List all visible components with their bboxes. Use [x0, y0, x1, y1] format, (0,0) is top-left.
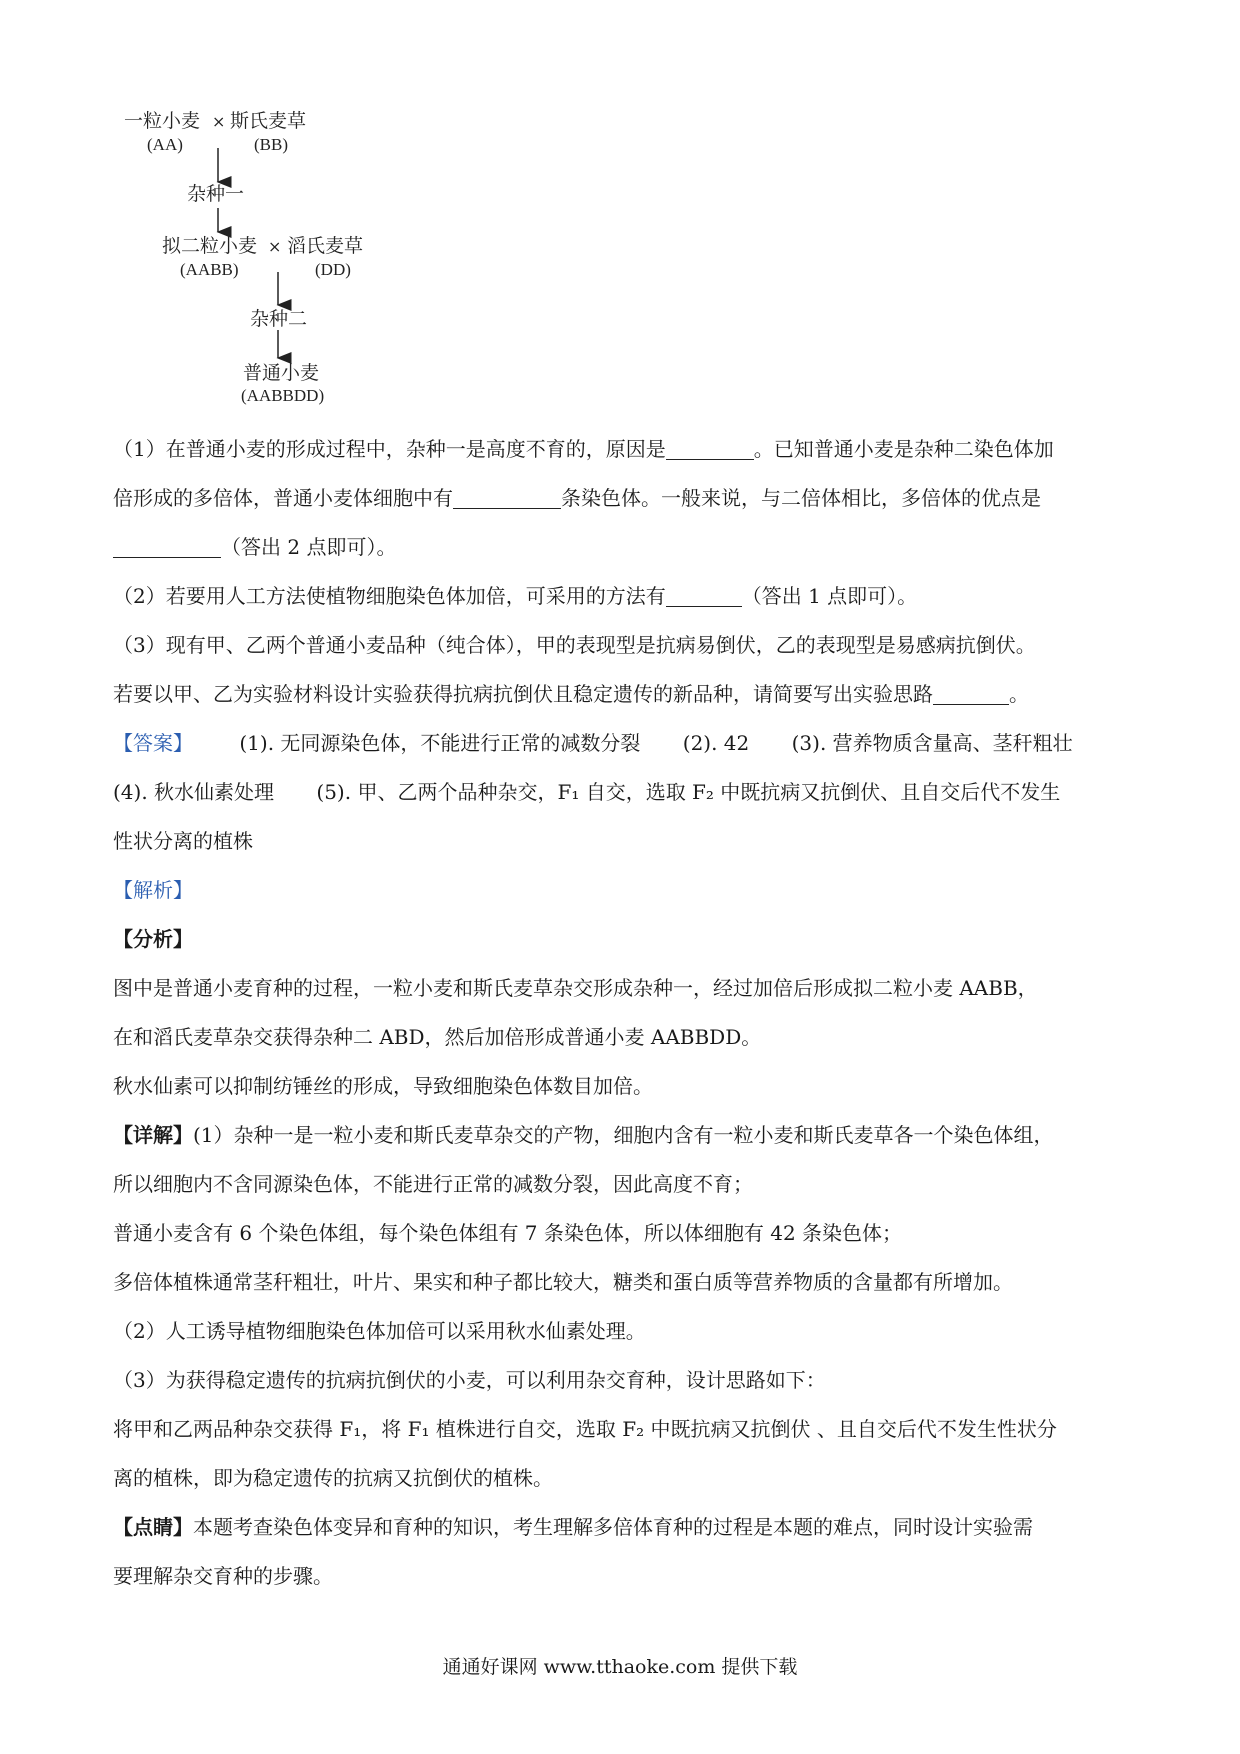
- hybrid2-label: 杂种二: [250, 308, 308, 330]
- hybrid1-label: 杂种一: [187, 183, 245, 205]
- q1-line-3: （答出 2 点即可）。: [113, 523, 1133, 572]
- answer-5: (5). 甲、乙两个品种杂交，F₁ 自交，选取 F₂ 中既抗病又抗倒伏、且自交后代不发生: [316, 780, 1061, 804]
- answer-1: (1). 无同源染色体，不能进行正常的减数分裂: [239, 731, 641, 755]
- parent2-name: 斯氏麦草: [230, 110, 307, 132]
- q3-line-1: （3）现有甲、乙两个普通小麦品种（纯合体），甲的表现型是抗病易倒伏，乙的表现型是易感病抗倒伏。: [113, 633, 1036, 657]
- q3-line-2: 若要以甲、乙为实验材料设计实验获得抗病抗倒伏且稳定遗传的新品种，请简要写出实验思路 。: [113, 682, 1029, 706]
- parent1-name: 一粒小麦: [124, 110, 201, 132]
- parent1-genotype: (AA): [147, 135, 183, 154]
- cross-symbol-1: ×: [212, 112, 226, 131]
- result-genotype: (AABBDD): [241, 386, 325, 405]
- analysis-p1: 图中是普通小麦育种的过程，一粒小麦和斯氏麦草杂交形成杂种一，经过加倍后形成拟二粒小麦 AABB，: [113, 976, 1038, 1000]
- q1-line-1: （1）在普通小麦的形成过程中，杂种一是高度不育的，原因是 。已知普通小麦是杂种二染色体加: [113, 437, 1054, 461]
- answer-4: (4). 秋水仙素处理: [113, 780, 275, 804]
- detail-line-4: 多倍体植株通常茎秆粗壮，叶片、果实和种子都比较大，糖类和蛋白质等营养物质的含量都有所增加。: [113, 1270, 1013, 1294]
- q2-line: （2）若要用人工方法使植物细胞染色体加倍，可采用的方法有 （答出 1 点即可）。: [113, 584, 918, 608]
- answer-blank-2: [453, 484, 561, 509]
- analysis-p2: 在和滔氏麦草杂交获得杂种二 ABD，然后加倍形成普通小麦 AABBDD。: [113, 1025, 762, 1049]
- answer-tag: 【答案】: [113, 731, 193, 755]
- detail-line-1: 【详解】(1）杂种一是一粒小麦和斯氏麦草杂交的产物，细胞内含有一粒小麦和斯氏麦草各一个染色体组，: [113, 1123, 1054, 1147]
- result-name: 普通小麦: [243, 362, 320, 384]
- q1-line-2: 倍形成的多倍体，普通小麦体细胞中有 条染色体。一般来说，与二倍体相比，多倍体的优点是: [113, 486, 1041, 510]
- cross-symbol-2: ×: [268, 237, 282, 256]
- answer-5-cont: 性状分离的植株: [113, 829, 253, 853]
- answer-blank-5: [933, 680, 1009, 705]
- analysis-tag-line: [113, 866, 1133, 915]
- detail-line-8: 离的植株，即为稳定遗传的抗病又抗倒伏的植株。: [113, 1466, 553, 1490]
- breeding-diagram: [0, 0, 1240, 420]
- dianjing-line-2: 要理解杂交育种的步骤。: [113, 1564, 333, 1588]
- fenxi-tag-line: [113, 915, 1133, 964]
- answer-line-1: [113, 719, 1133, 768]
- parent2-genotype: (BB): [254, 135, 288, 154]
- diagram-arrows: [0, 0, 1240, 420]
- detail-line-2: 所以细胞内不含同源染色体，不能进行正常的减数分裂，因此高度不育；: [113, 1172, 753, 1196]
- answer-3: (3). 营养物质含量高、茎秆粗壮: [791, 731, 1073, 755]
- detail-line-5: （2）人工诱导植物细胞染色体加倍可以采用秋水仙素处理。: [113, 1319, 646, 1343]
- answer-line-3: [113, 817, 1133, 866]
- analysis-tag: 【解析】: [113, 878, 193, 902]
- detail-line-7: 将甲和乙两品种杂交获得 F₁，将 F₁ 植株进行自交，选取 F₂ 中既抗病又抗倒伏 、且自交后代不发生性状分: [113, 1417, 1057, 1441]
- xiangjie-tag: 【详解】: [113, 1123, 193, 1147]
- parent3-name: 拟二粒小麦: [162, 235, 258, 257]
- analysis-p3: 秋水仙素可以抑制纺锤丝的形成，导致细胞染色体数目加倍。: [113, 1074, 653, 1098]
- detail-line-6: （3）为获得稳定遗传的抗病抗倒伏的小麦，可以利用杂交育种，设计思路如下：: [113, 1368, 826, 1392]
- dianjing-line-1: 【点睛】本题考查染色体变异和育种的知识，考生理解多倍体育种的过程是本题的难点，同时设计实验需: [113, 1515, 1033, 1539]
- detail-line-3: 普通小麦含有 6 个染色体组，每个染色体组有 7 条染色体，所以体细胞有 42 条染色体；: [113, 1221, 903, 1245]
- answer-2: (2). 42: [682, 731, 750, 755]
- answer-blank-1: [666, 435, 754, 460]
- page-footer: 通通好课网 www.tthaoke.com 提供下载: [442, 1656, 798, 1678]
- parent3-genotype: (AABB): [180, 260, 239, 279]
- answer-line-2: [113, 768, 1133, 817]
- parent4-genotype: (DD): [315, 260, 351, 279]
- parent4-name: 滔氏麦草: [287, 235, 364, 257]
- dianjing-tag: 【点睛】: [113, 1515, 193, 1539]
- answer-blank-3: [113, 533, 221, 558]
- document-body: [113, 425, 1133, 1601]
- answer-blank-4: [666, 582, 742, 607]
- fenxi-tag: 【分析】: [113, 927, 193, 951]
